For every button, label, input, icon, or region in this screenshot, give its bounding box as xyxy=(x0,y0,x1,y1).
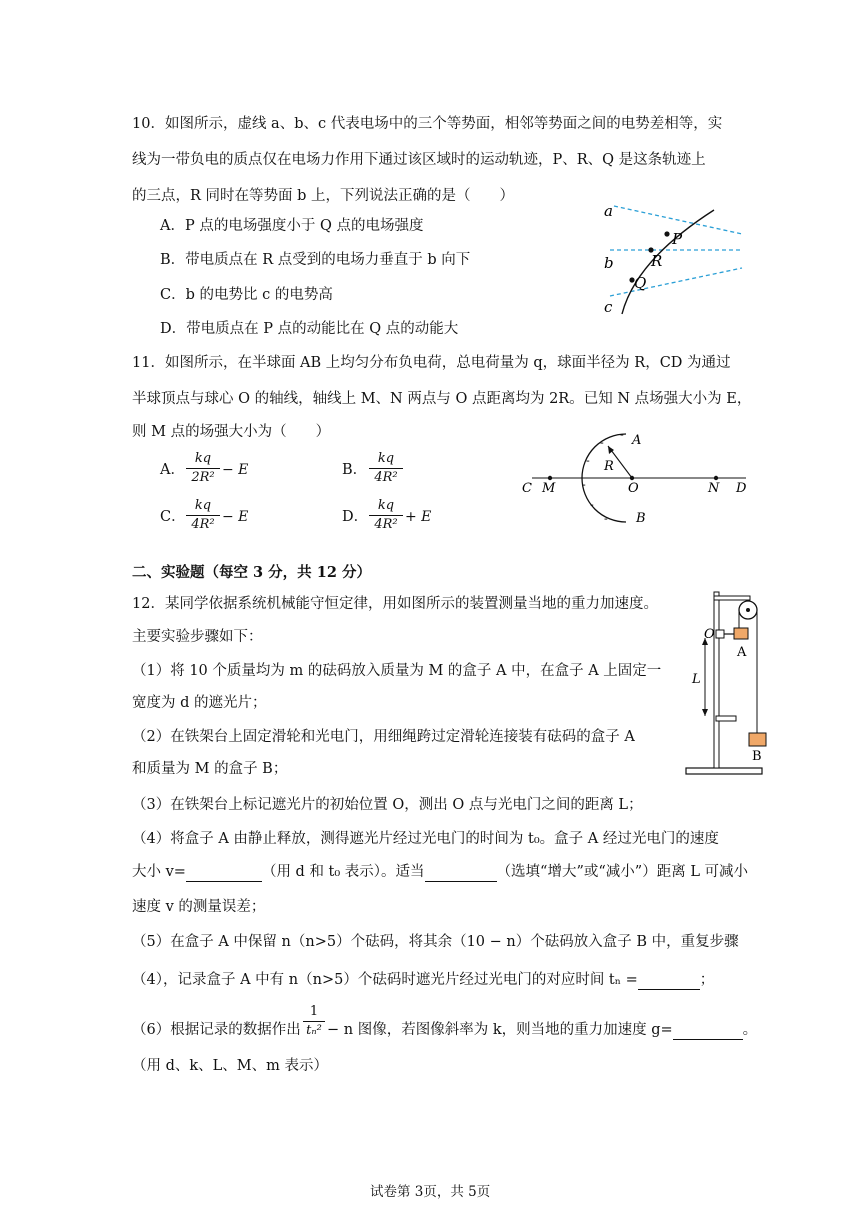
q10-option-d[interactable]: D．带电质点在 P 点的动能比在 Q 点的动能大 xyxy=(160,321,459,337)
pulley-axle xyxy=(746,608,750,612)
fraction-denominator: 4R² xyxy=(191,517,215,532)
q11-option-d-fraction xyxy=(369,498,403,533)
minus-sign: - xyxy=(590,498,594,511)
q12-step2b: 和质量为 M 的盒子 B； xyxy=(132,761,288,777)
q12-step6b: （用 d、k、L、M、m 表示） xyxy=(132,1058,329,1074)
label-b: B xyxy=(752,749,762,764)
fraction-numerator: kq xyxy=(377,498,395,513)
label-a: A xyxy=(632,433,642,448)
q12-step6-part1: （6）根据记录的数据作出 xyxy=(132,1022,301,1038)
label-m: M xyxy=(542,481,556,496)
q10-option-b[interactable]: B．带电质点在 R 点受到的电场力垂直于 b 向下 xyxy=(160,252,471,268)
step6-text: 。 xyxy=(742,1022,758,1038)
q10-figure-equipotential xyxy=(596,200,746,318)
fraction-denominator: 2R² xyxy=(191,470,215,485)
q11-option-a-tail: − E xyxy=(222,462,249,478)
q12-line2: 主要实验步骤如下： xyxy=(132,629,263,645)
q11-line1: 11．如图所示，在半球面 AB 上均匀分布负电荷，总电荷量为 q，球面半径为 R，CD 为通过 xyxy=(132,355,731,371)
q11-option-c-fraction xyxy=(186,498,220,533)
step4-text: （用 d 和 t₀ 表示）。适当 xyxy=(261,864,425,880)
fraction-denominator: tₙ² xyxy=(306,1023,322,1038)
q10-line2: 线为一带负电的质点仅在电场力作用下通过该区域时的运动轨迹，P、R、Q 是这条轨迹上 xyxy=(132,152,706,168)
q10-line1: 10．如图所示，虚线 a、b、c 代表电场中的三个等势面，相邻等势面之间的电势差相等，实 xyxy=(132,116,723,132)
label-c: C xyxy=(522,481,532,496)
q11-option-d-tail: + E xyxy=(405,509,432,525)
q12-step5b xyxy=(132,970,714,990)
q11-option-c[interactable]: C． xyxy=(160,509,186,525)
q12-step1a: （1）将 10 个质量均为 m 的砝码放入质量为 M 的盒子 A 中，在盒子 A 上固定一 xyxy=(132,663,662,679)
q12-step5a: （5）在盒子 A 中保留 n（n>5）个砝码，将其余（10 − n）个砝码放入盒子 B 中，重复步骤 xyxy=(132,934,739,950)
q12-step3: （3）在铁架台上标记遮光片的初始位置 O，测出 O 点与光电门之间的距离 L； xyxy=(132,797,643,813)
minus-sign: - xyxy=(586,454,590,467)
label-a: a xyxy=(604,202,613,220)
answer-blank-increase-decrease[interactable] xyxy=(425,865,497,882)
point-o xyxy=(630,476,634,480)
q12-line1: 12．某同学依据系统机械能守恒定律，用如图所示的装置测量当地的重力加速度。 xyxy=(132,596,658,612)
trajectory-curve xyxy=(622,210,714,314)
label-n: N xyxy=(708,481,720,496)
fraction-bar xyxy=(303,1021,325,1022)
label-c: c xyxy=(604,298,613,316)
q12-step4b xyxy=(132,862,748,882)
fraction-numerator: kq xyxy=(194,498,212,513)
label-b: b xyxy=(604,254,614,272)
q12-step4a: （4）将盒子 A 由静止释放，测得遮光片经过光电门的时间为 t₀。盒子 A 经过光电门的速度 xyxy=(132,831,719,847)
label-l: L xyxy=(692,672,701,687)
label-o: O xyxy=(628,481,639,496)
fraction-bar xyxy=(186,468,220,469)
label-q: Q xyxy=(634,274,647,292)
step5-text: （4），记录盒子 A 中有 n（n>5）个砝码时遮光片经过光电门的对应时间 tₙ = xyxy=(132,972,638,988)
q10-option-c[interactable]: C．b 的电势比 c 的电势高 xyxy=(160,287,333,303)
fraction-bar xyxy=(369,515,403,516)
photogate xyxy=(716,716,736,721)
label-o: O xyxy=(704,627,715,642)
q12-figure-apparatus xyxy=(680,588,776,784)
q11-option-c-tail: − E xyxy=(222,509,249,525)
q12-step6-fraction xyxy=(303,1004,325,1039)
fraction-denominator: 4R² xyxy=(374,470,398,485)
label-r: R xyxy=(651,252,663,270)
fraction-numerator: kq xyxy=(194,451,212,466)
q12-step6-part2 xyxy=(327,1020,757,1040)
fraction-bar xyxy=(369,468,403,469)
stand-rod xyxy=(714,592,719,768)
step6-text: − n 图像，若图像斜率为 k，则当地的重力加速度 g= xyxy=(327,1022,673,1038)
minus-sign: - xyxy=(604,512,608,525)
q11-option-b[interactable]: B． xyxy=(342,462,368,478)
minus-sign: - xyxy=(620,428,624,441)
marker-o xyxy=(716,630,724,638)
minus-sign: - xyxy=(600,436,604,449)
answer-blank-velocity[interactable] xyxy=(186,865,262,882)
q11-figure-hemisphere xyxy=(520,426,760,530)
q12-step2a: （2）在铁架台上固定滑轮和光电门，用细绳跨过定滑轮连接装有砝码的盒子 A xyxy=(132,729,635,745)
q12-step4c: 速度 v 的测量误差； xyxy=(132,899,266,915)
fraction-numerator: 1 xyxy=(309,1004,319,1019)
stand-top-arm xyxy=(714,596,750,600)
minus-sign: - xyxy=(582,478,586,491)
answer-blank-time[interactable] xyxy=(638,973,700,990)
label-r: R xyxy=(604,459,614,474)
q10-line3: 的三点，R 同时在等势面 b 上，下列说法正确的是（ ） xyxy=(132,188,515,204)
box-b xyxy=(749,733,766,746)
step5-text: ； xyxy=(699,972,715,988)
step4-text: （选填“增大”或“减小”）距离 L 可减小 xyxy=(496,864,749,880)
label-p: P xyxy=(672,230,683,248)
q10-option-a[interactable]: A．P 点的电场强度小于 Q 点的电场强度 xyxy=(160,218,424,234)
q11-option-a[interactable]: A． xyxy=(160,462,185,478)
q12-step1b: 宽度为 d 的遮光片； xyxy=(132,695,267,711)
q11-line2: 半球顶点与球心 O 的轴线，轴线上 M、N 两点与 O 点距离均为 2R。已知 N 点场强大小为 E， xyxy=(132,391,752,407)
step4-text: 大小 v= xyxy=(132,864,186,880)
label-b: B xyxy=(636,511,646,526)
q11-option-a-fraction xyxy=(186,451,220,486)
fraction-denominator: 4R² xyxy=(374,517,398,532)
section-title: 二、实验题（每空 3 分，共 12 分） xyxy=(132,564,371,581)
dimension-arrow-bottom xyxy=(702,709,708,716)
label-d: D xyxy=(736,481,747,496)
answer-blank-gravity[interactable] xyxy=(673,1023,743,1040)
q11-option-b-fraction xyxy=(369,451,403,486)
fraction-bar xyxy=(186,515,220,516)
point-m xyxy=(548,476,552,480)
label-a: A xyxy=(737,645,747,660)
q11-line3: 则 M 点的场强大小为（ ） xyxy=(132,424,331,440)
stand-base xyxy=(686,768,762,774)
fraction-numerator: kq xyxy=(377,451,395,466)
point-n xyxy=(714,476,718,480)
page-footer: 试卷第 3页，共 5页 xyxy=(370,1184,491,1200)
q11-option-d[interactable]: D． xyxy=(342,509,369,525)
box-a xyxy=(734,628,748,639)
point-p xyxy=(664,231,669,236)
